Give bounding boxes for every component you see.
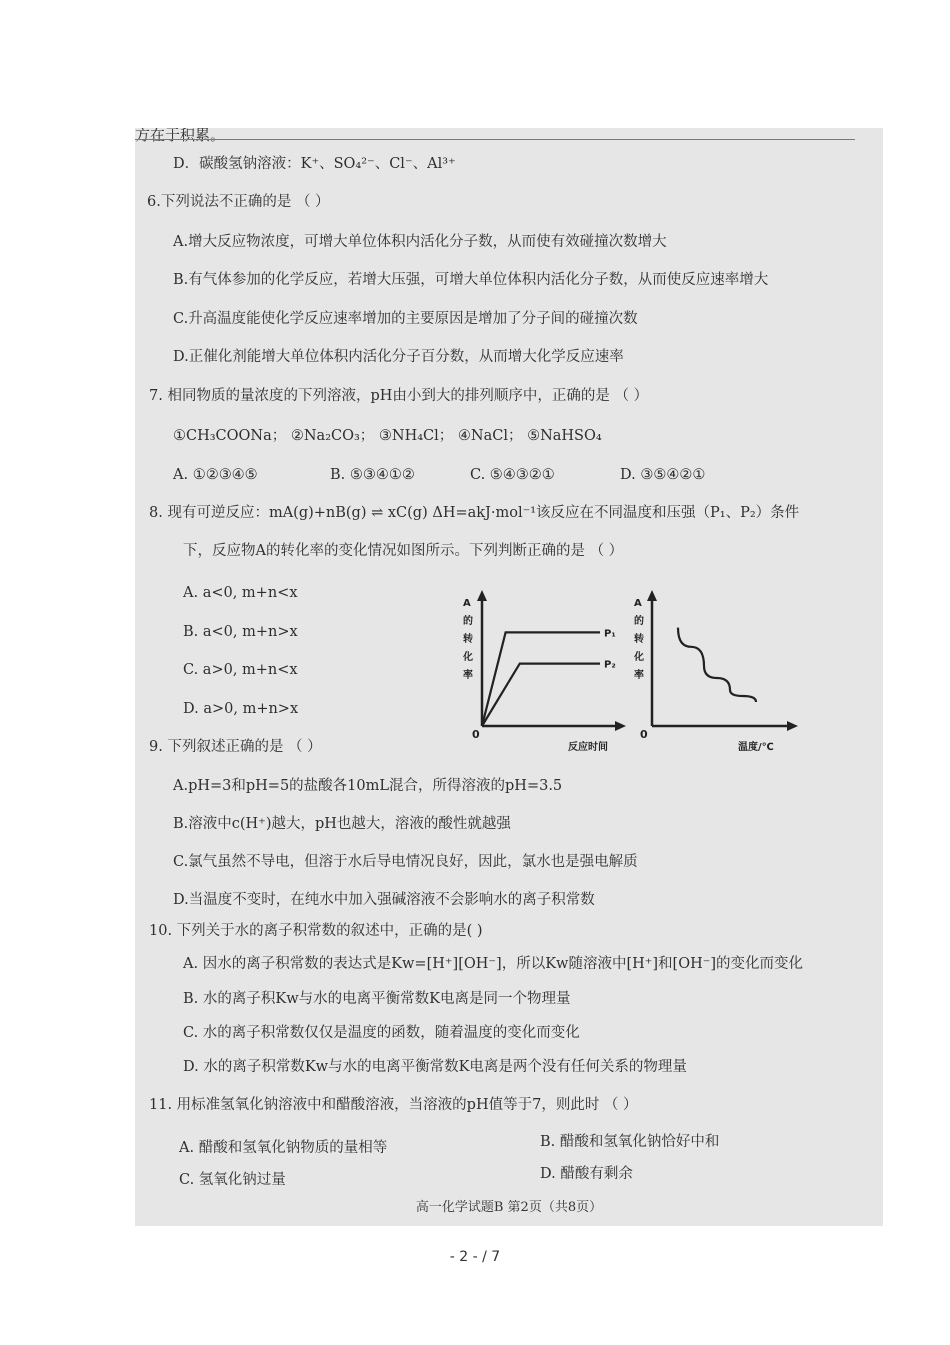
series-line-1 <box>482 632 600 726</box>
y-axis-label-char: 化 <box>634 652 644 663</box>
x-axis-label: 温度/℃ <box>738 742 774 753</box>
q6-option-d: D.正催化剂能增大单位体积内活化分子百分数，从而增大化学反应速率 <box>173 349 624 365</box>
y-axis-label-char: 率 <box>463 670 473 681</box>
q11-option-c: C. 氢氧化钠过量 <box>179 1172 286 1188</box>
q10-stem: 10. 下列关于水的离子积常数的叙述中，正确的是( ) <box>149 923 483 939</box>
q7-option-b: B. ⑤③④①② <box>330 467 415 483</box>
y-axis-label-char: 的 <box>463 616 473 627</box>
q8-stem-cont: 下，反应物A的转化率的变化情况如图所示。下列判断正确的是 （ ） <box>183 543 624 559</box>
q10-option-a: A. 因水的离子积常数的表达式是Kw=[H⁺][OH⁻]，所以Kw随溶液中[H⁺]和[OH⁻]的变化而变化 <box>183 956 804 972</box>
header-rule <box>135 139 855 140</box>
q8-option-c: C. a>0, m+n<x <box>183 662 298 678</box>
q8-option-b: B. a<0, m+n>x <box>183 624 298 640</box>
y-axis-label-char: 率 <box>634 670 644 681</box>
q9-option-a: A.pH=3和pH=5的盐酸各10mL混合，所得溶液的pH=3.5 <box>173 778 563 794</box>
q7-option-c: C. ⑤④③②① <box>470 467 555 483</box>
q11-option-a: A. 醋酸和氢氧化钠物质的量相等 <box>179 1140 388 1156</box>
y-axis-label-char: 转 <box>463 634 473 645</box>
q10-option-d: D. 水的离子积常数Kw与水的电离平衡常数K电离是两个没有任何关系的物理量 <box>183 1059 687 1075</box>
series-label-1: P₁ <box>604 628 616 640</box>
top-fragment: 方在于积累。 <box>135 128 226 142</box>
y-axis-label <box>633 598 644 681</box>
q7-option-d: D. ③⑤④②① <box>620 467 706 483</box>
q6-stem: 6.下列说法不正确的是 （ ） <box>147 194 330 210</box>
q7-option-a: A. ①②③④⑤ <box>173 467 258 483</box>
conversion-vs-time-graph <box>460 588 630 758</box>
origin-label: 0 <box>640 728 648 741</box>
y-axis-label-char: 转 <box>634 634 644 645</box>
x-axis-arrow <box>787 721 798 731</box>
q8-option-d: D. a>0, m+n>x <box>183 701 299 717</box>
q7-substances: ①CH₃COONa； ②Na₂CO₃； ③NH₄Cl； ④NaCl； ⑤NaHSO₄ <box>173 428 602 444</box>
q11-option-d: D. 醋酸有剩余 <box>540 1166 633 1182</box>
q6-option-b: B.有气体参加的化学反应，若增大压强，可增大单位体积内活化分子数，从而使反应速率增大 <box>173 272 769 288</box>
q9-stem: 9. 下列叙述正确的是 （ ） <box>149 739 322 755</box>
q11-option-b: B. 醋酸和氢氧化钠恰好中和 <box>540 1134 720 1150</box>
series-label-2: P₂ <box>604 659 616 671</box>
q10-option-c: C. 水的离子积常数仅仅是温度的函数，随着温度的变化而变化 <box>183 1025 580 1041</box>
q11-stem: 11. 用标准氢氧化钠溶液中和醋酸溶液，当溶液的pH值等于7，则此时 （ ） <box>149 1097 638 1113</box>
q8-option-a: A. a<0, m+n<x <box>183 585 298 601</box>
origin-label: 0 <box>472 728 480 741</box>
exam-photo <box>135 128 883 1226</box>
q9-option-d: D.当温度不变时，在纯水中加入强碱溶液不会影响水的离子积常数 <box>173 892 595 908</box>
q9-option-b: B.溶液中c(H⁺)越大，pH也越大，溶液的酸性就越强 <box>173 816 511 832</box>
q8-stem: 8. 现有可逆反应：mA(g)+nB(g) ⇌ xC(g) ΔH=akJ·mol⁻¹该反应在不同温度和压强（P₁、P₂）条件 <box>149 505 800 521</box>
q7-stem: 7. 相同物质的量浓度的下列溶液，pH由小到大的排列顺序中，正确的是 （ ） <box>149 388 649 404</box>
q6-option-a: A.增大反应物浓度，可增大单位体积内活化分子数，从而使有效碰撞次数增大 <box>173 234 667 250</box>
y-axis-label-char: 化 <box>463 652 473 663</box>
y-axis-label-char: A <box>463 598 471 609</box>
q9-option-c: C.氯气虽然不导电，但溶于水后导电情况良好，因此，氯水也是强电解质 <box>173 854 638 870</box>
q5-option-d: D．碳酸氢钠溶液：K⁺、SO₄²⁻、Cl⁻、Al³⁺ <box>173 156 456 172</box>
x-axis-label: 反应时间 <box>568 742 608 753</box>
y-axis-label-char: 的 <box>634 616 644 627</box>
y-axis-arrow <box>477 590 487 601</box>
page-footer: 高一化学试题B 第2页（共8页） <box>415 1200 603 1215</box>
series-line-2 <box>482 664 600 726</box>
series-curve-1 <box>678 628 756 702</box>
q10-option-b: B. 水的离子积Kw与水的电离平衡常数K电离是同一个物理量 <box>183 991 571 1007</box>
page-number: - 2 - / 7 <box>449 1249 501 1265</box>
conversion-vs-temperature-graph <box>632 588 802 758</box>
y-axis-arrow <box>647 590 657 601</box>
y-axis-label-char: A <box>634 598 642 609</box>
y-axis-label <box>462 598 473 681</box>
q6-option-c: C.升高温度能使化学反应速率增加的主要原因是增加了分子间的碰撞次数 <box>173 311 638 327</box>
x-axis-arrow <box>615 721 626 731</box>
